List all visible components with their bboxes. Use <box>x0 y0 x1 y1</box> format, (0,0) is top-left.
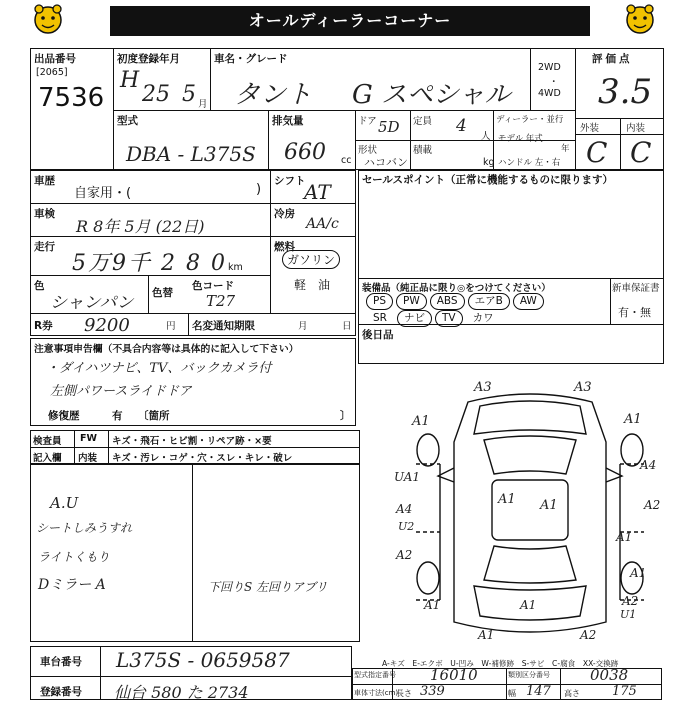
damage-mark: A1 <box>478 628 495 642</box>
damage-mark: A1 <box>630 566 647 580</box>
notes-label: 注意事項申告欄（不具合内容等は具体的に記入して下さい） <box>34 344 299 355</box>
sales-equipment-section <box>358 170 664 364</box>
damage-mark: A1 <box>424 598 441 612</box>
doors-value: 5D <box>378 118 400 136</box>
color-value: シャンパン <box>50 293 134 313</box>
shape-value: ハコバン <box>364 156 408 169</box>
mascot-logo-left <box>28 2 68 38</box>
tax-value: 9200 <box>84 315 130 336</box>
damage-mark: A1 <box>498 492 516 507</box>
cert-label: 型式指定番号 <box>354 671 396 679</box>
equipment-item: カワ <box>472 312 494 324</box>
damage-mark: A1 <box>624 412 642 427</box>
year-unit: 年 <box>561 144 570 154</box>
color-code-label: 色コード <box>192 280 234 292</box>
repair-part: 〔箇所 <box>138 410 170 422</box>
ac-value: AA/c <box>306 216 339 232</box>
equipment-item: PW <box>396 293 427 310</box>
repair-close: 〕 <box>340 410 351 422</box>
inspector-note-under: 下回りS 左回りアブリ <box>208 580 328 594</box>
damage-mark: A2 <box>396 548 413 562</box>
fuel-label: 燃料 <box>274 241 295 253</box>
registration-label: 初度登録年月 <box>117 53 180 65</box>
registration-month: 5 <box>182 82 196 107</box>
damage-mark: A2 <box>622 594 639 608</box>
damage-mark: A2 <box>644 498 661 512</box>
shift-label: シフト <box>274 175 306 187</box>
registration-month-unit: 月 <box>198 99 208 110</box>
ac-label: 冷房 <box>274 208 295 220</box>
lot-code: [2065] <box>36 67 68 78</box>
capacity-label: 定員 <box>413 116 433 127</box>
length-label: 長さ <box>396 689 412 698</box>
inspector-note-1: A.U <box>50 494 79 512</box>
drive-4wd: 4WD <box>538 88 561 99</box>
entry-label: 記入欄 <box>33 453 62 464</box>
fuel-value: ガソリン <box>282 250 340 269</box>
chassis-value: L375S - 0659587 <box>116 648 290 672</box>
dim-label: 車体寸法(cm) <box>354 689 399 697</box>
exterior-label: 外装 <box>580 123 600 134</box>
equipment-label: 装備品（純正品に限り◎をつけてください） <box>362 283 551 294</box>
aftermarket-label: 後日品 <box>362 329 394 341</box>
grade-label: 評価点 <box>592 53 633 65</box>
capacity-value: 4 <box>456 116 467 136</box>
damage-mark: A1 <box>540 498 558 513</box>
mileage-unit: km <box>228 262 243 273</box>
notes-line-1: ・ダイハツナビ、TV、バックカメラ付 <box>46 361 272 376</box>
inspector-row2: キズ・汚レ・コゲ・穴・スレ・キレ・破レ <box>112 453 293 464</box>
cert-value: 16010 <box>430 666 478 684</box>
name-change-label: 名変通知期限 <box>192 320 255 332</box>
history-close: ) <box>256 182 262 197</box>
inspector-row1: キズ・飛石・ヒビ割・リペア跡・×要 <box>112 436 272 447</box>
height-value: 175 <box>612 684 637 699</box>
car-grade: G スペシャル <box>352 80 511 110</box>
equipment-item: TV <box>435 310 463 327</box>
tax-label: R券 <box>34 320 53 332</box>
new-car-value: 有・無 <box>618 306 651 319</box>
damage-mark: U2 <box>398 520 415 533</box>
history-label: 車歴 <box>34 175 55 187</box>
inspection-value: R 8年 5月 (22日) <box>76 217 205 236</box>
model-label: 型式 <box>117 115 138 127</box>
repair-label: 修復歴 <box>48 410 80 422</box>
damage-mark: A4 <box>640 458 657 472</box>
inspector-label: 検査員 <box>33 436 62 447</box>
tax-unit: 円 <box>166 321 176 332</box>
class-label: 類別区分番号 <box>508 671 550 679</box>
damage-mark: A2 <box>580 628 597 642</box>
equipment-item: PS <box>366 293 393 310</box>
displacement-unit: cc <box>341 155 352 166</box>
damage-legend: A-キズ E-エクボ U-凹み W-補修跡 S-サビ C-腐食 XX-交換跡 <box>382 659 619 668</box>
damage-mark: A1 <box>520 598 537 612</box>
notes-line-2: 左側パワースライドドア <box>50 384 192 399</box>
class-value: 0038 <box>590 666 629 684</box>
equipment-item: AW <box>513 293 544 310</box>
load-label: 積載 <box>413 145 433 156</box>
damage-mark: A1 <box>616 530 633 544</box>
shift-value: AT <box>304 180 331 204</box>
equipment-item: SR <box>373 312 387 324</box>
width-label: 幅 <box>508 689 516 698</box>
registration-era: H <box>120 68 140 93</box>
dealer-label: ディーラー・並行 <box>496 115 564 125</box>
damage-mark: A1 <box>412 414 430 429</box>
inspector-note-4: Dミラー A <box>38 577 106 593</box>
inspector-fw: FW <box>80 433 97 444</box>
interior-label: 内装 <box>626 123 646 134</box>
registration-year: 25 <box>142 82 170 107</box>
color-code: T27 <box>206 292 236 310</box>
color-change-label: 色替 <box>152 287 173 299</box>
capacity-unit: 人 <box>481 131 491 142</box>
mascot-logo-right <box>620 2 660 38</box>
doors-label: ドア <box>358 116 377 127</box>
width-value: 147 <box>526 684 551 699</box>
exterior-grade: C <box>586 136 608 169</box>
fuel-other: 軽 油 <box>294 278 331 292</box>
drive-dot: ・ <box>549 77 559 88</box>
damage-mark: UA1 <box>394 470 421 484</box>
inspection-label: 車検 <box>34 208 55 220</box>
plate-label: 登録番号 <box>40 686 82 698</box>
name-change-month: 月 <box>298 321 308 332</box>
car-name: タント <box>234 80 313 110</box>
equipment-item: ABS <box>430 293 465 310</box>
new-car-label: 新車保証書 <box>612 283 660 294</box>
damage-mark: A3 <box>474 380 492 395</box>
displacement-label: 排気量 <box>272 115 304 127</box>
load-unit: kg <box>483 157 495 168</box>
name-change-day: 日 <box>342 321 352 332</box>
color-label: 色 <box>34 280 45 292</box>
damage-mark: U1 <box>620 608 637 621</box>
equipment-row1 <box>366 293 606 310</box>
plate-value: 仙台 580 た 2734 <box>114 683 249 702</box>
model-value: DBA - L375S <box>126 142 256 166</box>
inspector-note-3: ライトくもり <box>38 550 110 564</box>
damage-mark: A4 <box>396 502 413 516</box>
page-title: オールディーラーコーナー <box>110 6 590 36</box>
inspector-note-2: シートしみうすれ <box>36 521 133 535</box>
mileage-value: 5万9千 2 8 0 <box>72 251 227 276</box>
drive-2wd: 2WD <box>538 62 561 73</box>
inspector-inner: 内装 <box>78 453 98 464</box>
equipment-item: エアB <box>468 293 510 310</box>
sales-points-label: セールスポイント（正常に機能するものに限ります） <box>362 174 614 186</box>
interior-grade: C <box>630 136 652 169</box>
history-value: 自家用・( <box>74 186 132 201</box>
car-name-label: 車名・グレード <box>214 53 288 65</box>
length-value: 339 <box>420 684 445 699</box>
height-label: 高さ <box>564 689 580 698</box>
handle-label: ハンドル 左・右 <box>498 158 561 168</box>
mileage-label: 走行 <box>34 241 55 253</box>
grade-score: 3.5 <box>598 72 653 112</box>
lot-number: 7536 <box>38 83 105 113</box>
shape-label: 形状 <box>358 145 378 156</box>
chassis-label: 車台番号 <box>40 656 82 668</box>
repair-value: 有 <box>112 410 123 422</box>
damage-mark: A3 <box>574 380 592 395</box>
model-year-label: モデル 年式 <box>498 134 543 144</box>
equipment-row2 <box>366 310 606 327</box>
displacement-value: 660 <box>284 140 326 165</box>
lot-label: 出品番号 <box>34 53 76 65</box>
equipment-item: ナビ <box>397 310 432 327</box>
